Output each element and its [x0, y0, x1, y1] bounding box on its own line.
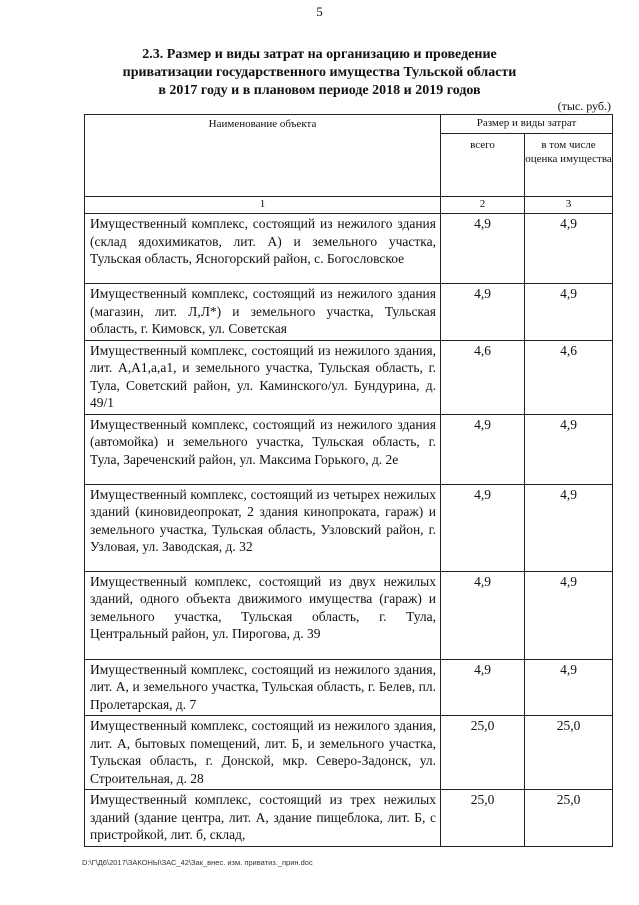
title-line: приватизации государственного имущества Тульской области	[122, 65, 517, 80]
table-row	[85, 414, 613, 484]
table-row	[85, 790, 613, 847]
total-value: 4,9	[441, 414, 525, 484]
object-name: Имущественный комплекс, состоящий из четырех нежилых зданий (киновидеопрокат, 2 здания кинопроката, гараж) и земельного участка, Тульская область, Узловский район, г. Узловая, ул. Заводская, д. 32	[85, 484, 441, 571]
valuation-value: 4,9	[525, 284, 613, 341]
valuation-value: 4,9	[525, 659, 613, 716]
valuation-value: 4,9	[525, 484, 613, 571]
title-line: 2.3. Размер и виды затрат на организацию и проведение	[142, 47, 497, 62]
column-number: 3	[525, 197, 613, 214]
table-row	[85, 284, 613, 341]
table-row	[85, 484, 613, 571]
header-total: всего	[441, 134, 525, 197]
table-row	[85, 340, 613, 414]
table-row	[85, 214, 613, 284]
valuation-value: 4,9	[525, 571, 613, 659]
title-line: в 2017 году и в плановом периоде 2018 и 2019 годов	[158, 83, 481, 98]
section-title	[60, 46, 579, 100]
valuation-value: 4,9	[525, 214, 613, 284]
table-row	[85, 716, 613, 790]
valuation-value: 4,9	[525, 414, 613, 484]
total-value: 4,9	[441, 214, 525, 284]
header-cost-group: Размер и виды затрат	[441, 115, 613, 134]
object-name: Имущественный комплекс, состоящий из нежилого здания (автомойка) и земельного участка, Тульская область, г. Тула, Зареченский район, ул. Максима Горького, д. 2е	[85, 414, 441, 484]
total-value: 4,6	[441, 340, 525, 414]
object-name: Имущественный комплекс, состоящий из нежилого здания (склад ядохимикатов, лит. А) и земельного участка, Тульская область, Ясногорский район, с. Богословское	[85, 214, 441, 284]
total-value: 4,9	[441, 284, 525, 341]
header-object-name: Наименование объекта	[85, 115, 441, 197]
object-name: Имущественный комплекс, состоящий из трех нежилых зданий (здание центра, лит. А, здание пищеблока, лит. Б, с пристройкой, лит. б, склад,	[85, 790, 441, 847]
object-name: Имущественный комплекс, состоящий из нежилого здания (магазин, лит. Л,Л*) и земельного участка, Тульская область, г. Кимовск, ул. Советская	[85, 284, 441, 341]
page-number: 5	[316, 4, 323, 19]
column-number: 1	[85, 197, 441, 214]
total-value: 4,9	[441, 484, 525, 571]
file-path-footer: D:\Г\Д6\2017\ЗАКОНЫ\ЗАС_42\Зак_внес. изм. приватиз._прин.doc	[82, 858, 313, 867]
object-name: Имущественный комплекс, состоящий из нежилого здания, лит. А, и земельного участка, Тульская область, г. Белев, пл. Пролетарская, д. 7	[85, 659, 441, 716]
object-name: Имущественный комплекс, состоящий из нежилого здания, лит. А,А1,а,а1, и земельного участка, Тульская область, г. Тула, Советский район, ул. Каминского/ул. Бундурина, д. 49/1	[85, 340, 441, 414]
header-valuation: в том числе оценка имущества	[525, 134, 613, 197]
column-number: 2	[441, 197, 525, 214]
table-row	[85, 571, 613, 659]
object-name: Имущественный комплекс, состоящий из нежилого здания, лит. А, бытовых помещений, лит. Б, и земельного участка, Тульская область, г. Донской, мкр. Северо-Задонск, ул. Строительная, д. 28	[85, 716, 441, 790]
table-row	[85, 659, 613, 716]
object-name: Имущественный комплекс, состоящий из двух нежилых зданий, одного объекта движимого имущества (гараж) и земельного участка, Тульская область, г. Тула, Центральный район, ул. Пирогова, д. 39	[85, 571, 441, 659]
valuation-value: 4,6	[525, 340, 613, 414]
valuation-value: 25,0	[525, 790, 613, 847]
total-value: 25,0	[441, 790, 525, 847]
costs-table	[84, 114, 613, 847]
total-value: 4,9	[441, 571, 525, 659]
units-label: (тыс. руб.)	[557, 99, 611, 113]
valuation-value: 25,0	[525, 716, 613, 790]
total-value: 25,0	[441, 716, 525, 790]
total-value: 4,9	[441, 659, 525, 716]
